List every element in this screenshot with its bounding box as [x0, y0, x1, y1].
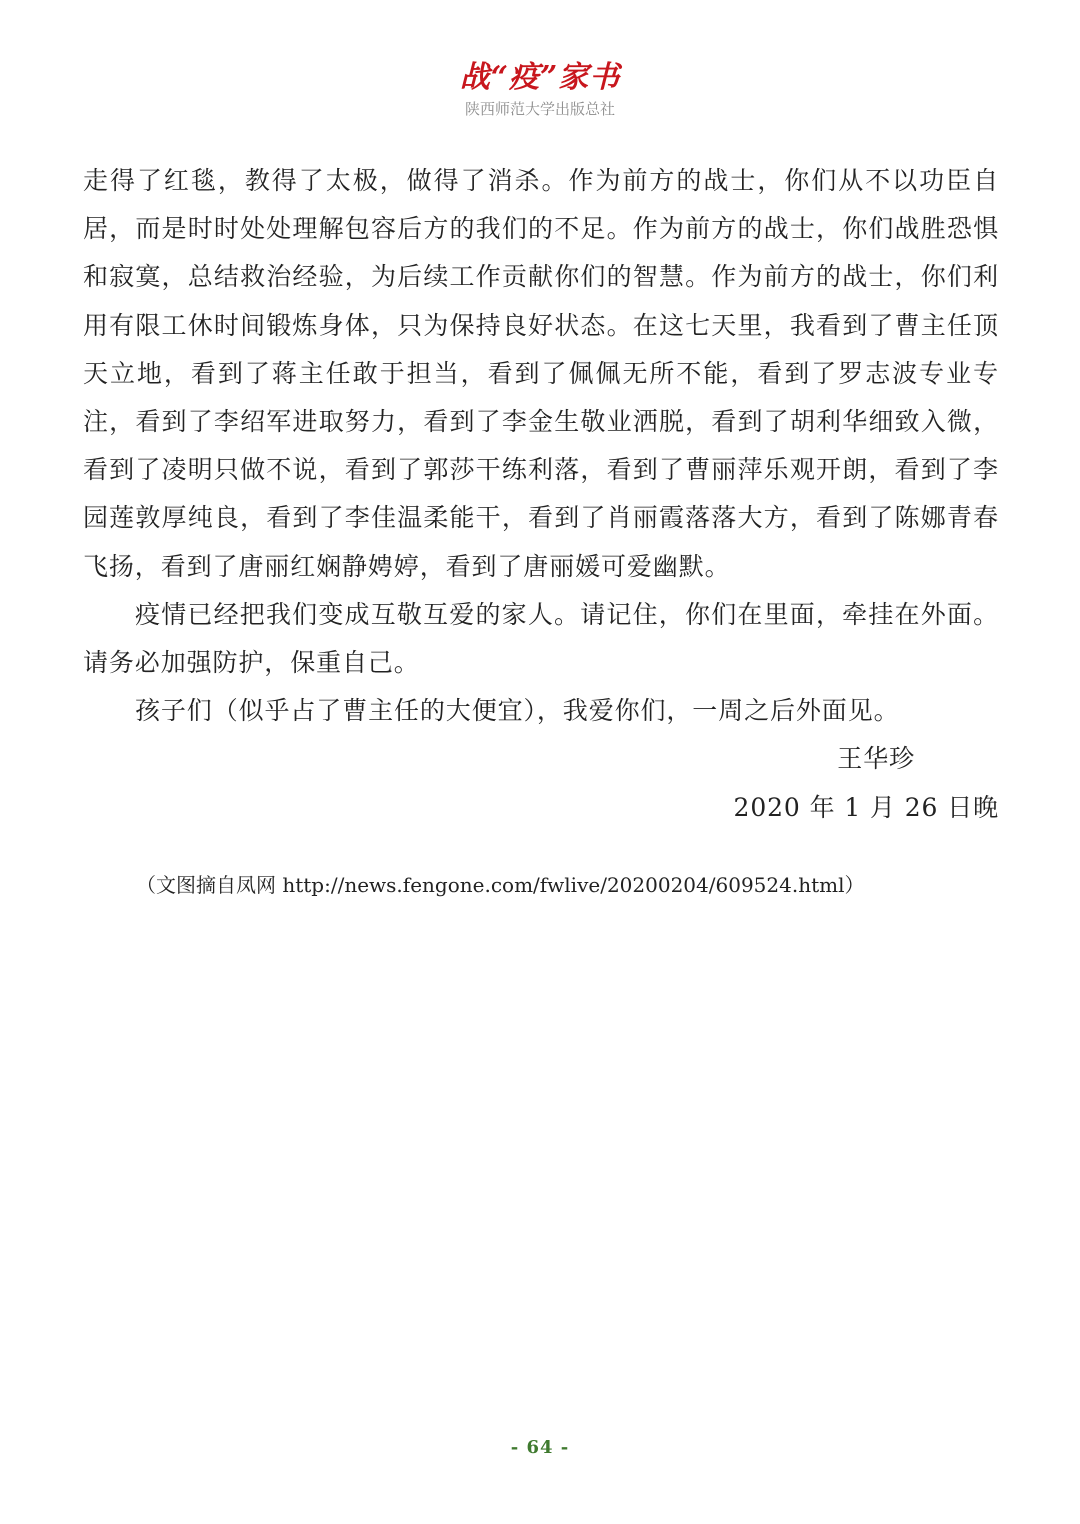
letter-signature: 王华珍 — [837, 744, 915, 774]
page-header — [0, 58, 1080, 120]
letter-date: 2020 年 1 月 26 日晚 — [733, 792, 999, 822]
letter-paragraph-1: 走得了红毯，教得了太极，做得了消杀。作为前方的战士，你们从不以功臣自居，而是时时处处理解包容后方的我们的不足。作为前方的战士，你们战胜恐惧和寂寞，总结救治经验，为后续工作贡献你们的智慧。作为前方的战士，你们利用有限工休时间锻炼身体，只为保持良好状态。在这七天里，我看到了曹主任顶天立地，看到了蒋主任敢于担当，看到了佩佩无所不能，看到了罗志波专业专注，看到了李绍军进取努力，看到了李金生敬业洒脱，看到了胡利华细致入微，看到了凌明只做不说，看到了郭莎干练利落，看到了曹丽萍乐观开朗，看到了李园莲敦厚纯良，看到了李佳温柔能干，看到了肖丽霞落落大方，看到了陈娜青春飞扬，看到了唐丽红娴静娉婷，看到了唐丽媛可爱幽默。 — [83, 166, 999, 581]
page-number: - 64 - — [510, 1437, 570, 1458]
book-title: 战“疫”家书 — [459, 60, 621, 95]
letter-paragraph-2: 疫情已经把我们变成互敬互爱的家人。请记住，你们在里面，牵挂在外面。请务必加强防护，保重自己。 — [83, 599, 999, 678]
letter-body — [83, 157, 999, 832]
publisher-name: 陕西师范大学出版总社 — [464, 100, 615, 118]
source-note: （文图摘自凤网 http://news.fengone.com/fwlive/20200204/609524.html） — [136, 873, 865, 897]
letter-paragraph-3: 孩子们（似乎占了曹主任的大便宜），我爱你们，一周之后外面见。 — [135, 696, 900, 726]
